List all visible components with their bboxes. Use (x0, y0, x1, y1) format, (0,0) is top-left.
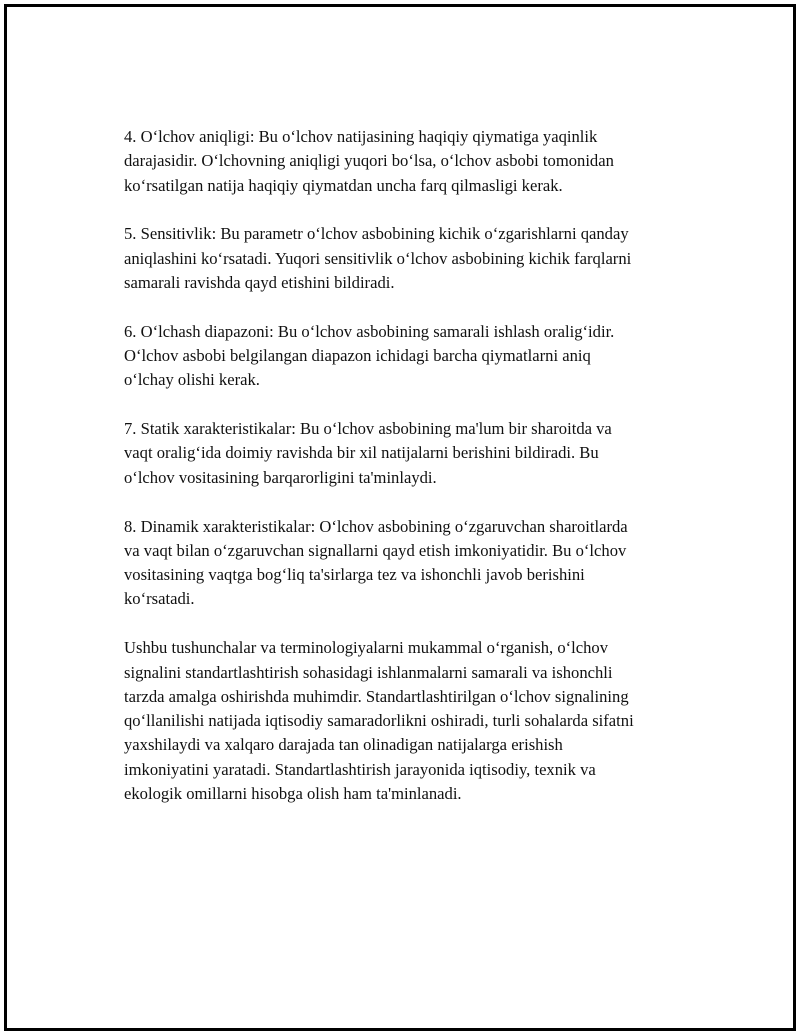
paragraph-sensitivity: 5. Sensitivlik: Bu parametr o‘lchov asbobining kichik o‘zgarishlarni qanday aniqlashini ko‘rsatadi. Yuqori sensitivlik o‘lchov asbobining kichik farqlarni samarali ravishda qayd etishini bildiradi. (124, 224, 632, 292)
paragraph-conclusion: Ushbu tushunchalar va terminologiyalarni mukammal o‘rganish, o‘lchov signalini standartlashtirish sohasidagi ishlanmalarni samarali va ishonchli tarzda amalga oshirishda muhimdir. Standartlashtirilgan o‘lchov signalining qo‘llanilishi natijada iqtisodiy samaradorlikni oshiradi, turli sohalarda sifatni yaxshilaydi va xalqaro darajada tan olinadigan natijalarga erishish imkoniyatini yaratadi. Standartlashtirish jarayonida iqtisodiy, texnik va ekologik omillarni hisobga olish ham ta'minlanadi. (124, 638, 634, 804)
document-body (124, 125, 704, 831)
paragraph-dynamic-characteristics: 8. Dinamik xarakteristikalar: O‘lchov asbobining o‘zgaruvchan sharoitlarda va vaqt bilan o‘zgaruvchan signallarni qayd etish imkoniyatidir. Bu o‘lchov vositasining vaqtga bog‘liq ta'sirlarga tez va ishonchli javob berishini ko‘rsatadi. (124, 516, 628, 609)
page-frame (4, 4, 796, 1031)
paragraph-static-characteristics: 7. Statik xarakteristikalar: Bu o‘lchov asbobining ma'lum bir sharoitda va vaqt oralig‘ida doimiy ravishda bir xil natijalarni berishini bildiradi. Bu o‘lchov vositasining barqarorligini ta'minlaydi. (124, 419, 612, 487)
paragraph-accuracy: 4. O‘lchov aniqligi: Bu o‘lchov natijasining haqiqiy qiymatiga yaqinlik darajasidir. O‘lchovning aniqligi yuqori bo‘lsa, o‘lchov asbobi tomonidan ko‘rsatilgan natija haqiqiy qiymatdan uncha farq qilmasligi kerak. (124, 127, 614, 195)
paragraph-measurement-range: 6. O‘lchash diapazoni: Bu o‘lchov asbobining samarali ishlash oralig‘idir. O‘lchov asbobi belgilangan diapazon ichidagi barcha qiymatlarni aniq o‘lchay olishi kerak. (124, 321, 615, 390)
